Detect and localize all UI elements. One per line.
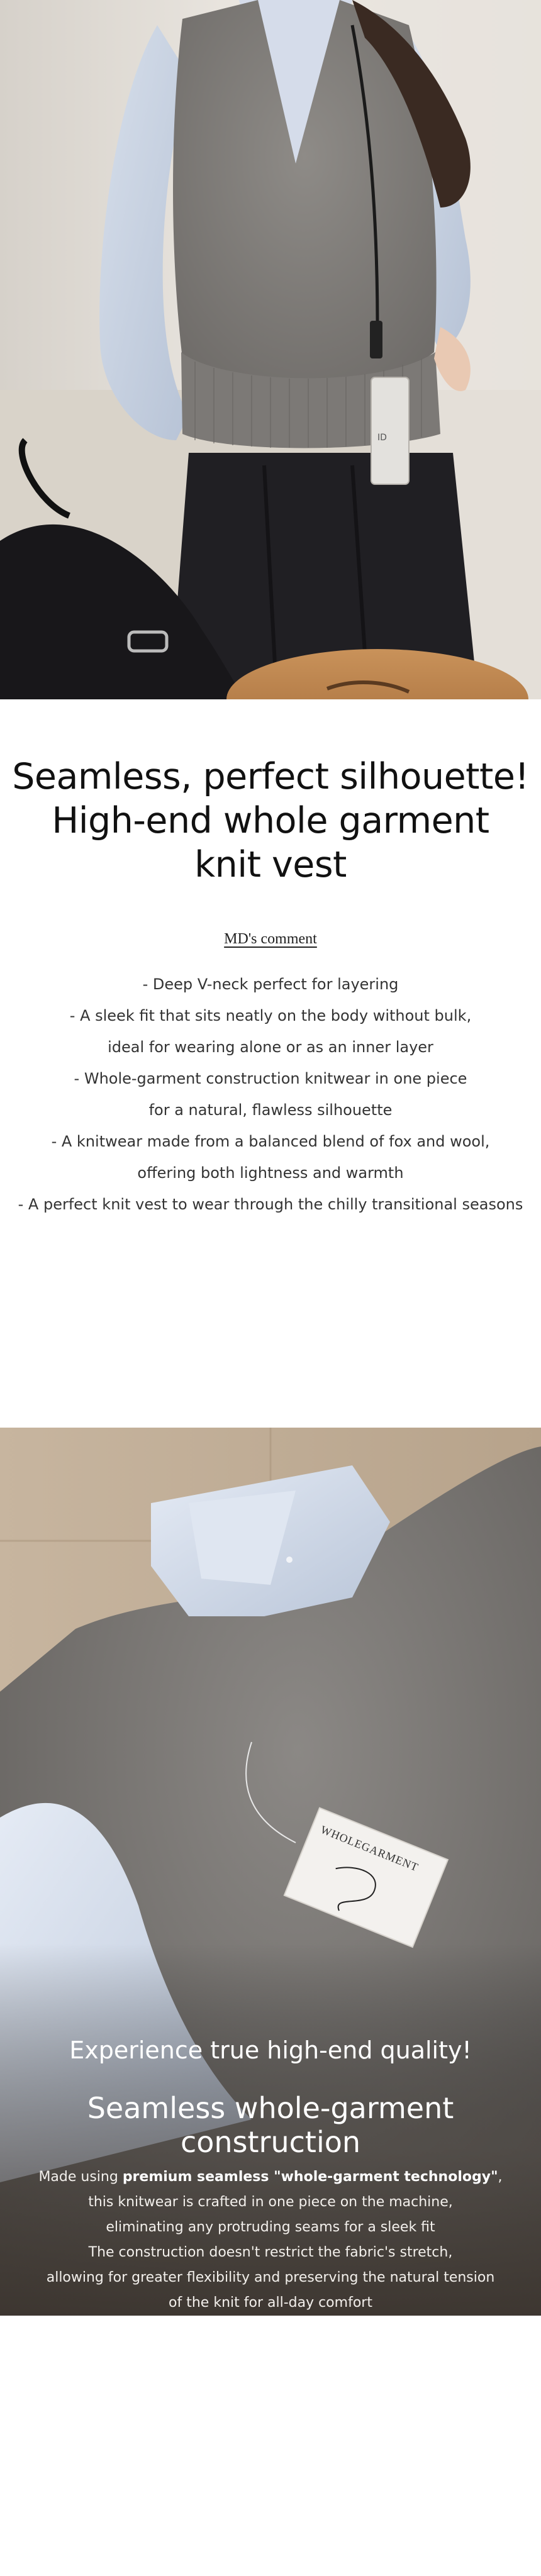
comment-line: ideal for wearing alone or as an inner layer — [108, 1038, 433, 1056]
detail-body — [0, 2165, 541, 2316]
md-comment-list — [0, 969, 541, 1220]
detail-body-bold: premium seamless "whole-garment technology" — [122, 2169, 498, 2185]
detail-body-line: allowing for greater flexibility and preserving the natural tension — [46, 2270, 495, 2285]
comment-line: - Whole-garment construction knitwear in one piece — [74, 1070, 467, 1087]
detail-body-line: of the knit for all-day comfort — [169, 2295, 372, 2311]
md-comment-label — [0, 931, 541, 948]
detail-body-line: eliminating any protruding seams for a sleek fit — [106, 2219, 435, 2235]
detail-body-line: this knitwear is crafted in one piece on the machine, — [88, 2194, 453, 2210]
detail-body-line: The construction doesn't restrict the fabric's stretch, — [88, 2245, 453, 2260]
detail-headline: Seamless whole-garment construction — [87, 2091, 454, 2159]
headline-line: knit vest — [194, 844, 347, 886]
comment-line: offering both lightness and warmth — [137, 1164, 404, 1182]
comment-line: - Deep V-neck perfect for layering — [142, 975, 399, 993]
detail-body-line: Made using premium seamless "whole-garment technology", — [38, 2169, 503, 2185]
badge-text: ID — [377, 433, 387, 443]
comment-line: - A sleek fit that sits neatly on the body without bulk, — [69, 1007, 472, 1024]
headline — [0, 755, 541, 887]
tag-text: WHOLEGARMENT — [318, 1823, 421, 1874]
headline-line: Seamless, perfect silhouette! — [12, 756, 529, 797]
comment-line: - A perfect knit vest to wear through the chilly transitional seasons — [18, 1196, 523, 1213]
hero-illustration — [0, 0, 541, 699]
detail-lead: Experience true high-end quality! — [69, 2036, 472, 2064]
headline-line: High-end whole garment — [52, 800, 489, 841]
comment-line: - A knitwear made from a balanced blend of fox and wool, — [51, 1133, 490, 1150]
md-comment-text: MD's comment — [224, 931, 317, 947]
hero-photo — [0, 0, 541, 699]
comment-line: for a natural, flawless silhouette — [148, 1101, 393, 1119]
